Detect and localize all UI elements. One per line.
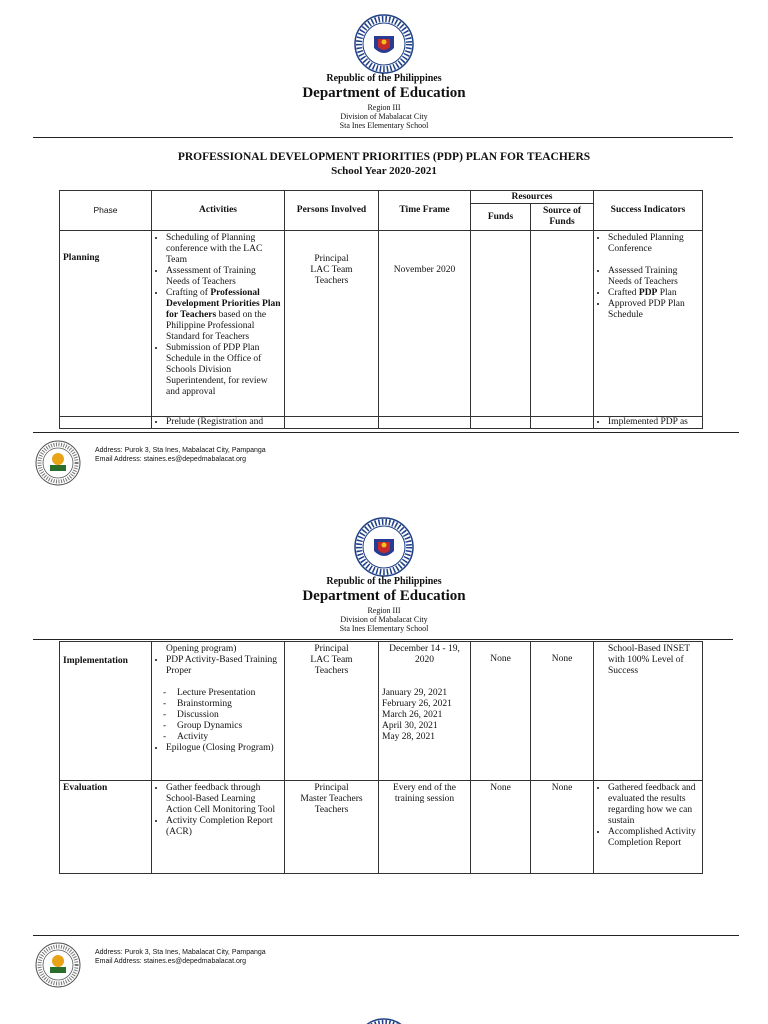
planning-source	[531, 231, 594, 417]
deped-seal-logo	[354, 14, 414, 74]
list-item: • Scheduled Planning Conference	[608, 233, 699, 255]
table-row-planning	[60, 231, 703, 417]
division-text: Division of Mabalacat City	[340, 112, 428, 121]
list-item: • PDP Activity-Based Training Proper	[166, 655, 281, 677]
implementation-funds: None	[471, 642, 531, 781]
header-funds: Funds	[471, 204, 531, 231]
list-item: - Lecture Presentation	[177, 688, 281, 699]
footer-rule	[33, 935, 739, 936]
list-item: • Assessed Training Needs of Teachers	[608, 266, 699, 288]
table-row-implementation-start	[60, 417, 703, 429]
list-item: - Discussion	[177, 710, 281, 721]
school-seal-logo	[35, 942, 81, 988]
deped-seal-logo	[354, 517, 414, 577]
header-time-frame: Time Frame	[379, 191, 471, 231]
evaluation-success	[594, 781, 703, 874]
list-item: • Gathered feedback and evaluated the results regarding how we can sustain	[608, 783, 699, 827]
region-text: Region III	[367, 103, 401, 112]
list-item: • Crafting of Professional Development Priorities Plan for Teachers based on the Philippine Professional Standard for Teachers	[166, 288, 281, 343]
planning-funds	[471, 231, 531, 417]
planning-success	[594, 231, 703, 417]
list-item: - Brainstorming	[177, 699, 281, 710]
implementation-source: None	[531, 642, 594, 781]
evaluation-source: None	[531, 781, 594, 874]
school-text: Sta Ines Elementary School	[339, 624, 429, 633]
header-rule	[33, 639, 733, 640]
implementation-persons: Principal LAC Team Teachers	[285, 642, 379, 781]
deped-seal-logo	[354, 1018, 414, 1024]
footer-email: Email Address: staines.es@depedmabalacat.org	[95, 958, 247, 965]
footer-email: Email Address: staines.es@depedmabalacat.org	[95, 456, 247, 463]
republic-heading: Republic of the Philippines	[326, 73, 442, 84]
department-heading: Department of Education	[302, 588, 466, 604]
republic-heading: Republic of the Philippines	[326, 576, 442, 587]
planning-time-frame: November 2020	[379, 231, 471, 417]
evaluation-funds: None	[471, 781, 531, 874]
header-source: Source of Funds	[531, 204, 594, 231]
list-item: • Implemented PDP as	[608, 417, 699, 428]
phase-evaluation: Evaluation	[60, 781, 152, 874]
evaluation-time-frame: Every end of the training session	[379, 781, 471, 874]
footer-address: Address: Purok 3, Sta Ines, Mabalacat City, Pampanga	[95, 949, 266, 956]
school-seal-logo	[35, 440, 81, 486]
list-item: • Submission of PDP Plan Schedule in the Office of Schools Division Superintendent, for review and approval	[166, 343, 281, 398]
list-item: • Activity Completion Report (ACR)	[166, 816, 281, 838]
header-persons: Persons Involved	[285, 191, 379, 231]
evaluation-activities	[152, 781, 285, 874]
table-row-implementation	[60, 642, 703, 781]
evaluation-persons: Principal Master Teachers Teachers	[285, 781, 379, 874]
list-item: • Gather feedback through School-Based Learning Action Cell Monitoring Tool	[166, 783, 281, 816]
planning-persons: Principal LAC Team Teachers	[285, 231, 379, 417]
implementation-activities: Opening program) • PDP Activity-Based Training Proper - Lecture Presentation - Brainstorming - Discussion - Group Dynamics - Activity • Epilogue (Closing Program)	[152, 642, 285, 781]
table-row-evaluation	[60, 781, 703, 874]
list-item: • Prelude (Registration and	[166, 417, 281, 428]
list-item: • Approved PDP Plan Schedule	[608, 299, 699, 321]
header-activities: Activities	[152, 191, 285, 231]
list-item: • Epilogue (Closing Program)	[166, 743, 281, 754]
list-item: - Activity	[177, 732, 281, 743]
phase-implementation: Implementation	[60, 642, 152, 781]
list-item: • Crafted PDP Plan	[608, 288, 699, 299]
school-text: Sta Ines Elementary School	[339, 121, 429, 130]
list-item: - Group Dynamics	[177, 721, 281, 732]
header-phase: Phase	[60, 191, 152, 231]
pdp-plan-table-continued	[59, 641, 703, 874]
header-success: Success Indicators	[594, 191, 703, 231]
document-title: PROFESSIONAL DEVELOPMENT PRIORITIES (PDP) PLAN FOR TEACHERS	[177, 151, 591, 163]
footer-address: Address: Purok 3, Sta Ines, Mabalacat City, Pampanga	[95, 447, 266, 454]
planning-activities	[152, 231, 285, 417]
pdp-plan-table	[59, 190, 703, 429]
phase-planning: Planning	[60, 231, 152, 417]
school-year: School Year 2020-2021	[331, 165, 437, 177]
header-rule	[33, 137, 733, 138]
region-text: Region III	[367, 606, 401, 615]
division-text: Division of Mabalacat City	[340, 615, 428, 624]
footer-rule	[33, 432, 739, 433]
list-item: • Scheduling of Planning conference with the LAC Team	[166, 233, 281, 266]
header-resources: Resources	[471, 191, 594, 204]
list-item: • Accomplished Activity Completion Report	[608, 827, 699, 849]
implementation-success: School-Based INSET with 100% Level of Success	[594, 642, 703, 781]
list-item: • Assessment of Training Needs of Teachers	[166, 266, 281, 288]
implementation-time-frame: December 14 - 19, 2020 January 29, 2021 February 26, 2021 March 26, 2021 April 30, 2021 May 28, 2021	[379, 642, 471, 781]
department-heading: Department of Education	[302, 85, 466, 101]
